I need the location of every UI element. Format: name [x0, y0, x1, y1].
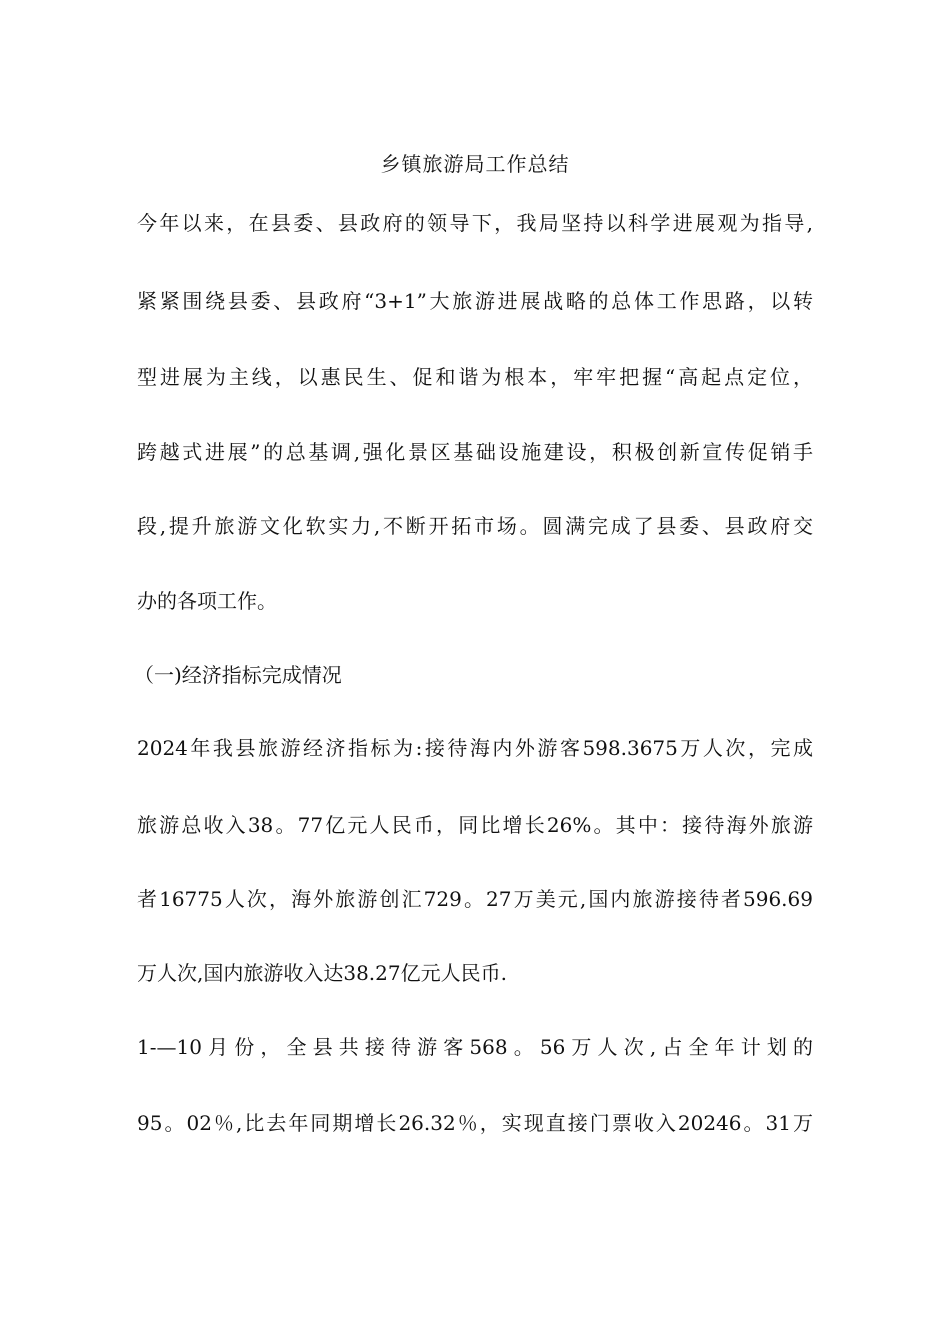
paragraph-line: 段,提升旅游文化软实力,不断开拓市场。圆满完成了县委、县政府交: [137, 514, 813, 538]
paragraph-line: 旅游总收入38。77亿元人民币，同比增长26%。其中：接待海外旅游: [137, 813, 813, 837]
paragraph-line: 跨越式进展”的总基调,强化景区基础设施建设，积极创新宣传促销手: [137, 440, 813, 464]
paragraph-line: 紧紧围绕县委、县政府“3+1”大旅游进展战略的总体工作思路，以转: [137, 289, 813, 313]
paragraph-line: 1-—10月份，全县共接待游客568。56万人次,占全年计划的: [137, 1035, 813, 1059]
paragraph-line: 型进展为主线，以惠民生、促和谐为根本，牢牢把握“高起点定位，: [137, 365, 813, 389]
paragraph-line: 95。02％,比去年同期增长26.32％，实现直接门票收入20246。31万: [137, 1111, 813, 1135]
section-heading: （一)经济指标完成情况: [134, 663, 342, 687]
document-title: 乡镇旅游局工作总结: [380, 152, 570, 176]
paragraph-line: 2024年我县旅游经济指标为:接待海内外游客598.3675万人次，完成: [137, 736, 813, 760]
paragraph-line: 者16775人次，海外旅游创汇729。27万美元,国内旅游接待者596.69: [137, 887, 813, 911]
paragraph-line: 万人次,国内旅游收入达38.27亿元人民币.: [137, 961, 507, 985]
paragraph-line: 今年以来，在县委、县政府的领导下，我局坚持以科学进展观为指导,: [137, 211, 813, 235]
paragraph-line: 办的各项工作。: [137, 589, 277, 613]
